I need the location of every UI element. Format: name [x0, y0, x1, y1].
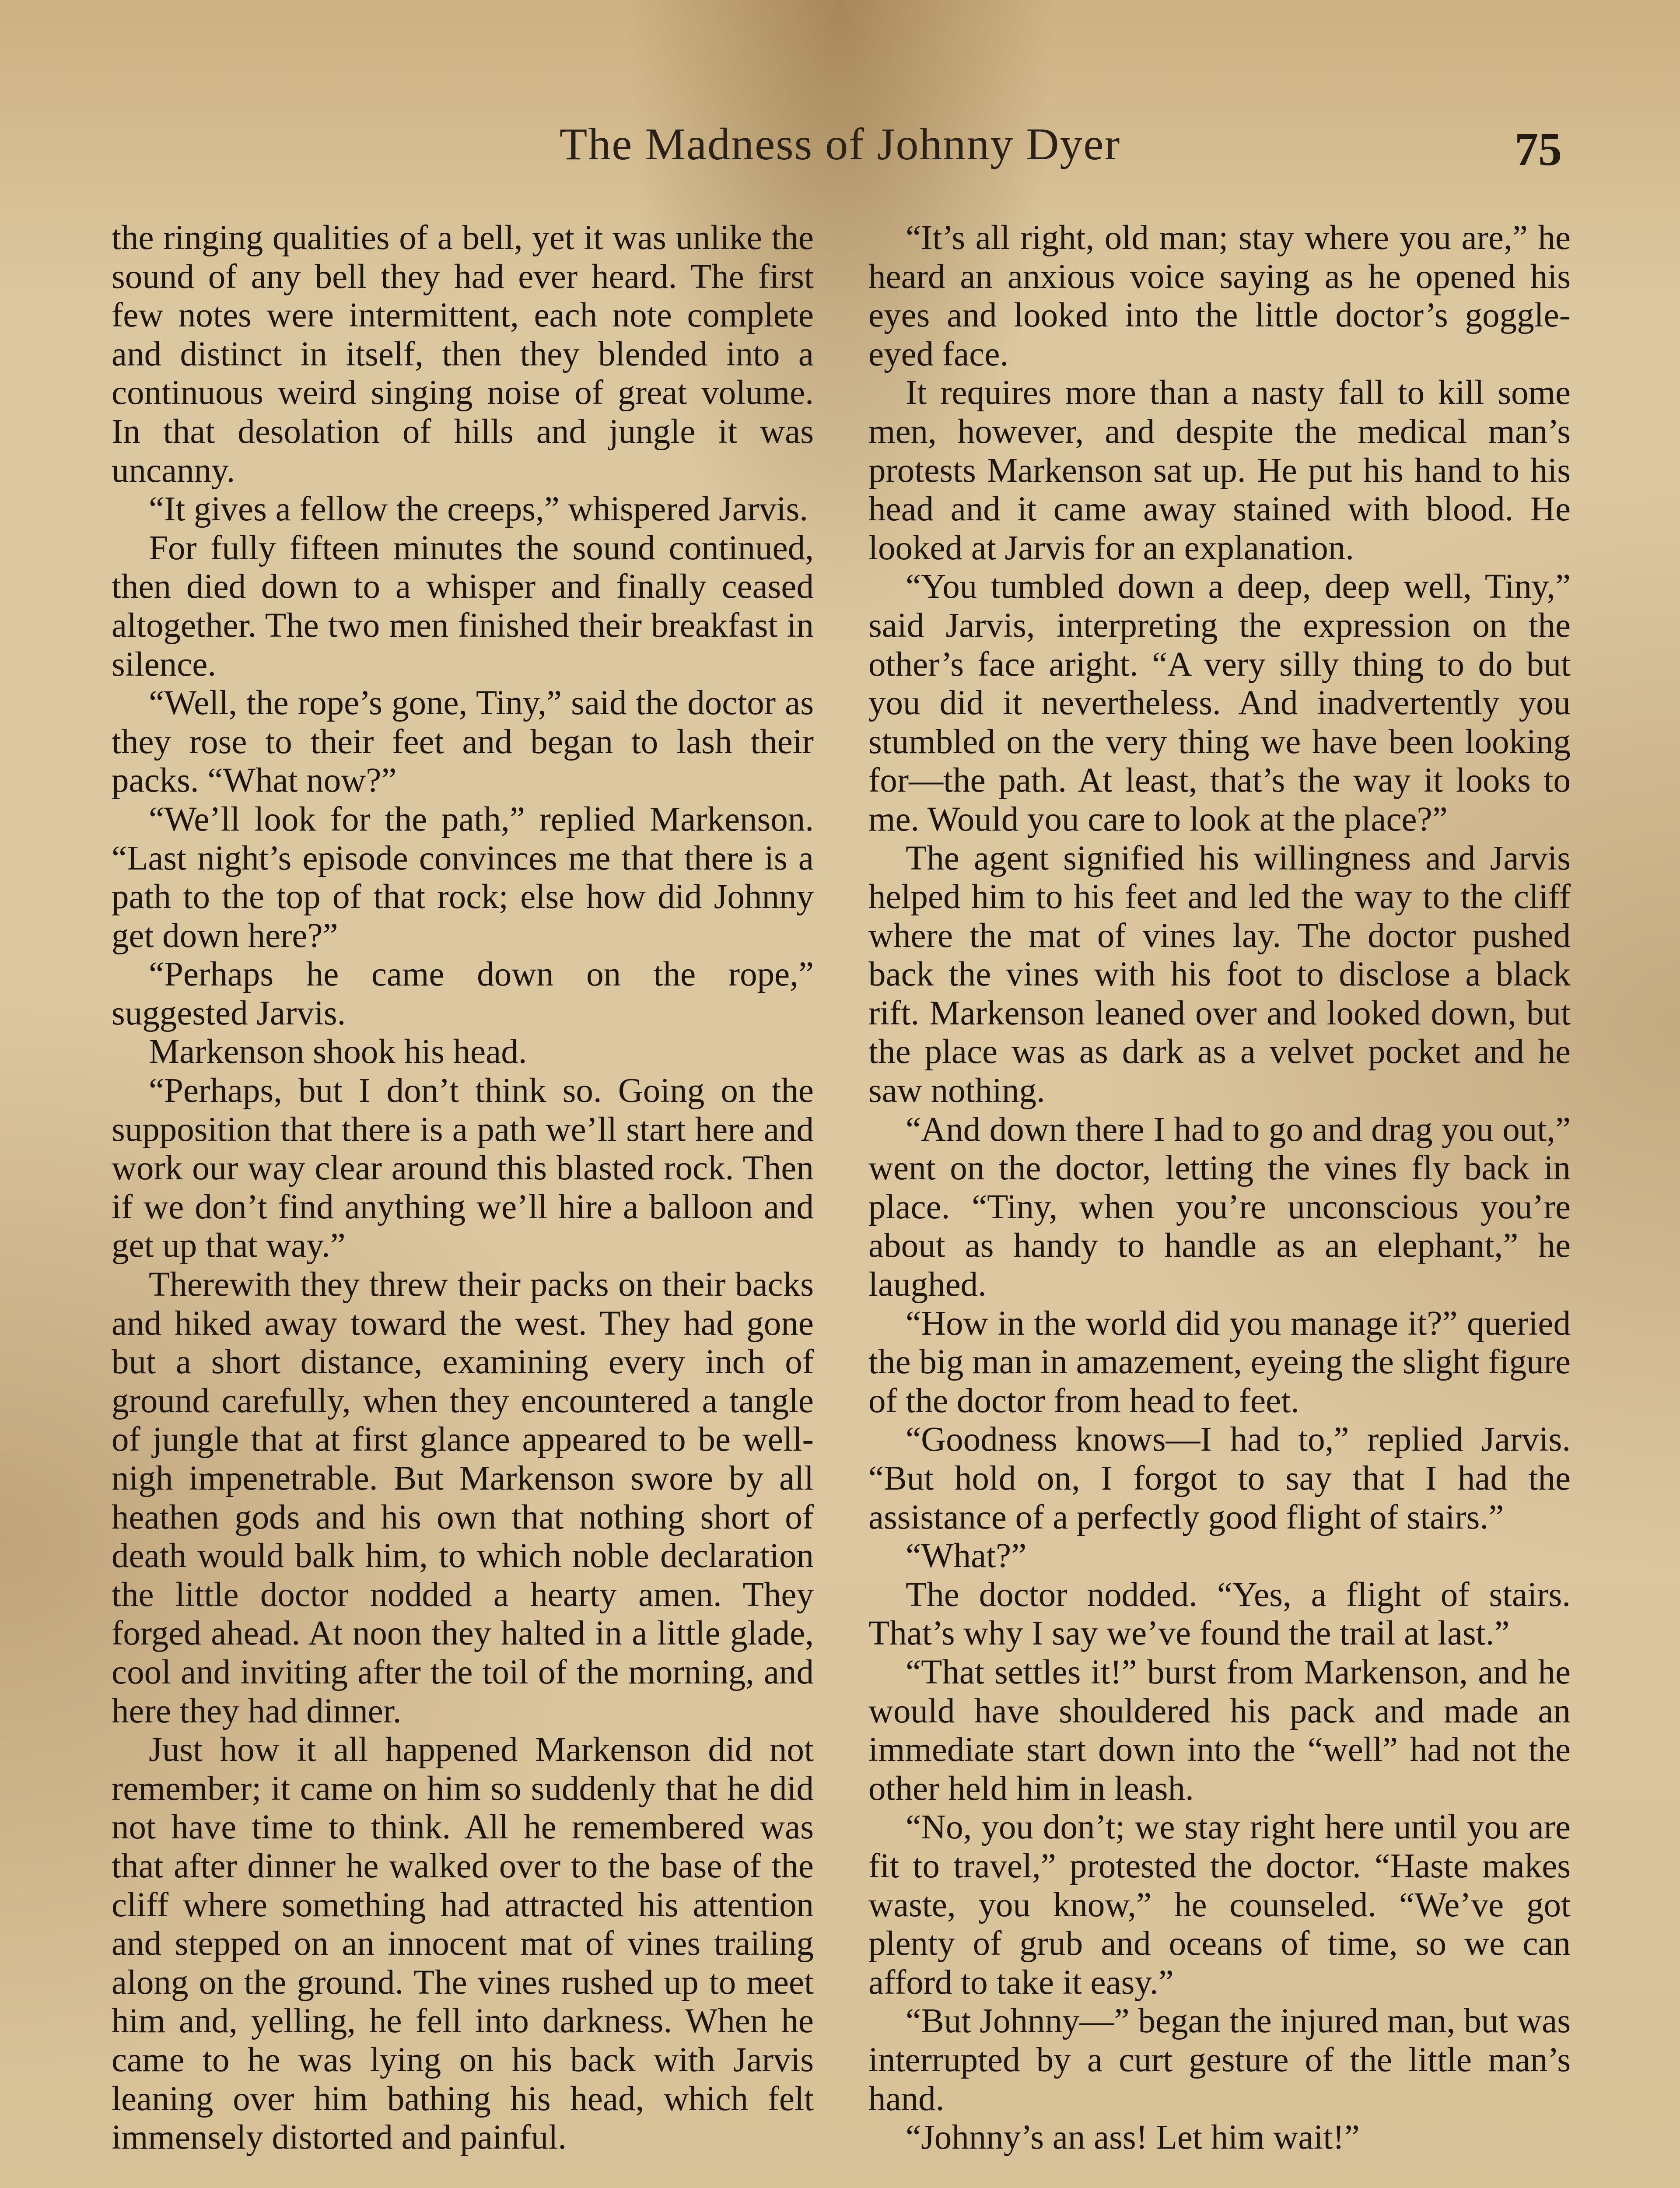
paragraph: For fully fifteen minutes the sound continued, then died down to a whisper and finally ceased altogether. The two men finished their breakfast in silence.	[112, 529, 814, 684]
paragraph: “That settles it!” burst from Markenson, and he would have shouldered his pack and made an immediate start down into the “well” had not the other held him in leash.	[868, 1653, 1571, 1808]
paragraph: “It gives a fellow the creeps,” whispered Jarvis.	[149, 490, 808, 529]
paragraph: “And down there I had to go and drag you out,” went on the doctor, letting the vines fly back in place. “Tiny, when you’re unconscious you’re about as handy to handle as an elephant,” he laughed.	[868, 1110, 1571, 1304]
right-column	[868, 219, 1571, 2188]
paragraph: “Johnny’s an ass! Let him wait!”	[906, 2118, 1360, 2157]
page-number: 75	[1515, 123, 1562, 175]
running-title: The Madness of Johnny Dyer	[559, 119, 1121, 169]
paragraph: “Well, the rope’s gone, Tiny,” said the doctor as they rose to their feet and began to lash their packs. “What now?”	[112, 684, 814, 800]
paragraph: “No, you don’t; we stay right here until you are fit to travel,” protested the doctor. “Haste makes waste, you know,” he counseled. “We’ve got plenty of grub and oceans of time, so we can afford to take it easy.”	[868, 1808, 1571, 2002]
paragraph: “We’ll look for the path,” replied Markenson. “Last night’s episode convinces me that there is a path to the top of that rock; else how did Johnny get down here?”	[112, 800, 814, 955]
paragraph: “What?”	[906, 1537, 1027, 1575]
paragraph: Markenson shook his head.	[149, 1033, 527, 1071]
paragraph: the ringing qualities of a bell, yet it was unlike the sound of any bell they had ever heard. The first few notes were intermittent, each note complete and distinct in itself, then they blended into a continuous weird singing noise of great volume. In that desolation of hills and jungle it was uncanny.	[112, 219, 814, 490]
left-column	[112, 219, 814, 2188]
article-body	[112, 219, 1571, 2188]
paragraph: The doctor nodded. “Yes, a flight of stairs. That’s why I say we’ve found the trail at last.”	[868, 1575, 1571, 1653]
paragraph: Just how it all happened Markenson did not remember; it came on him so suddenly that he did not have time to think. All he remembered was that after dinner he walked over to the base of the cliff where something had attracted his attention and stepped on an innocent mat of vines trailing along on the ground. The vines rushed up to meet him and, yelling, he fell into darkness. When he came to he was lying on his back with Jarvis leaning over him bathing his head, which felt immensely distorted and painful.	[112, 1731, 814, 2157]
paragraph: “Perhaps, but I don’t think so. Going on the supposition that there is a path we’ll start here and work our way clear around this blasted rock. Then if we don’t find anything we’ll hire a balloon and get up that way.”	[112, 1072, 814, 1265]
paragraph: The agent signified his willingness and Jarvis helped him to his feet and led the way to the cliff where the mat of vines lay. The doctor pushed back the vines with his foot to disclose a black rift. Markenson leaned over and looked down, but the place was as dark as a velvet pocket and he saw nothing.	[868, 839, 1571, 1110]
paragraph: “But Johnny—” began the injured man, but was interrupted by a curt gesture of the little man’s hand.	[868, 2002, 1571, 2118]
paragraph: “It’s all right, old man; stay where you are,” he heard an anxious voice saying as he opened his eyes and looked into the little doctor’s goggle-eyed face.	[868, 219, 1571, 373]
page-header	[0, 118, 1680, 179]
paragraph: “You tumbled down a deep, deep well, Tiny,” said Jarvis, interpreting the expression on the other’s face aright. “A very silly thing to do but you did it nevertheless. And inadvertently you stumbled on the very thing we have been looking for—the path. At least, that’s the way it looks to me. Would you care to look at the place?”	[868, 568, 1571, 838]
paragraph: “Perhaps he came down on the rope,” suggested Jarvis.	[112, 955, 814, 1032]
paragraph: Therewith they threw their packs on their backs and hiked away toward the west. They had gone but a short distance, examining every inch of ground carefully, when they encountered a tangle of jungle that at first glance appeared to be well-nigh impenetrable. But Markenson swore by all heathen gods and his own that nothing short of death would balk him, to which noble declaration the little doctor nodded a hearty amen. They forged ahead. At noon they halted in a little glade, cool and inviting after the toil of the morning, and here they had dinner.	[112, 1266, 814, 1730]
paragraph: “Goodness knows—I had to,” replied Jarvis. “But hold on, I forgot to say that I had the assistance of a perfectly good flight of stairs.”	[868, 1420, 1571, 1536]
paragraph: It requires more than a nasty fall to kill some men, however, and despite the medical man’s protests Markenson sat up. He put his hand to his head and it came away stained with blood. He looked at Jarvis for an explanation.	[868, 374, 1571, 567]
paragraph: “How in the world did you manage it?” queried the big man in amazement, eyeing the slight figure of the doctor from head to feet.	[868, 1304, 1571, 1420]
